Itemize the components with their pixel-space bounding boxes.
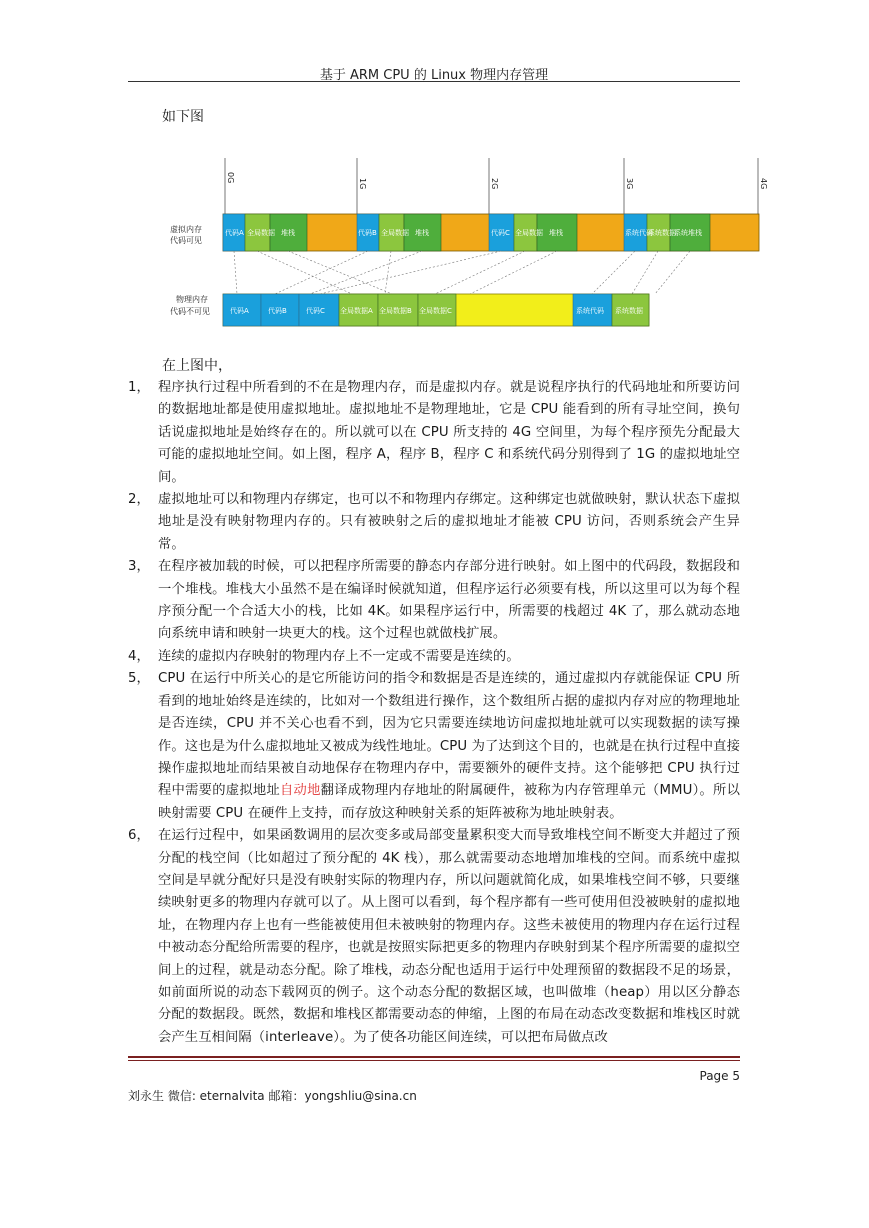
- list-item: [128, 377, 740, 489]
- list-item-text: CPU 在运行中所关心的是它所能访问的指令和数据是否是连续的，通过虚拟内存就能保证 CPU 所看到的地址始终是连续的，比如对一个数组进行操作，这个数组所占据的虚拟内存对应的物理地址是否连续，CPU 并不关心也看不到，因为它只需要连续地访问虚拟地址就可以实现数据的读写操作。这也是为什么虚拟地址又被成为线性地址。CPU 为了达到这个目的，也就是在执行过程中直接操作虚拟地址而结果被自动地保存在物理内存中，需要额外的硬件支持。这个能够把 CPU 执行过程中需要的虚拟地址: [158, 671, 740, 799]
- plabel-1: 代码B: [268, 307, 287, 315]
- page-header-title: 基于 ARM CPU 的 Linux 物理内存管理: [319, 68, 549, 83]
- vlabel-9: 系统代码: [625, 229, 653, 237]
- list-item: [128, 668, 740, 825]
- list-item-number: 1，: [128, 380, 150, 395]
- intro-text: 如下图: [162, 109, 204, 125]
- plabel-7: 系统数据: [615, 307, 643, 315]
- virtual-memory-sublabel: 代码可见: [170, 236, 202, 245]
- list-item-text: 程序执行过程中所看到的不在是物理内存，而是虚拟内存。就是说程序执行的代码地址和所要访问的数据地址都是使用虚拟地址。虚拟地址不是物理地址，它是 CPU 能看到的所有寻址空间，换句话说虚拟地址是始终存在的。所以就可以在 CPU 所支持的 4G 空间里，为每个程序预先分配最大可能的虚拟地址空间。如上图，程序 A，程序 B，程序 C 和系统代码分别得到了 1G 的虚拟地址空间。: [158, 380, 740, 485]
- plabel-0: 代码A: [230, 307, 249, 315]
- memory-mapping-diagram: [160, 152, 770, 332]
- list-item: [128, 556, 740, 646]
- vlabel-3: 代码B: [358, 229, 377, 237]
- plabel-2: 代码C: [306, 307, 325, 315]
- tick-label-4: 4G: [759, 178, 768, 190]
- vlabel-8: 堆栈: [549, 229, 563, 237]
- vlabel-2: 堆栈: [281, 229, 295, 237]
- mapping-lines: [234, 251, 690, 294]
- header-divider: [128, 81, 740, 82]
- plabel-3: 全局数据A: [340, 307, 373, 315]
- tick-label-1: 1G: [358, 178, 367, 190]
- tick-label-3: 3G: [625, 178, 634, 190]
- list-item-number: 3，: [128, 559, 150, 575]
- page-number: Page 5: [699, 1069, 740, 1083]
- list-item: [128, 646, 740, 668]
- vlabel-10: 系统数据: [648, 229, 676, 237]
- plabel-6: 系统代码: [576, 307, 604, 315]
- list-item: [128, 825, 740, 1049]
- lead-text: 在上图中，: [162, 358, 232, 374]
- tick-label-0: 0G: [226, 172, 235, 184]
- list-item-number: 2，: [128, 492, 150, 508]
- plabel-4: 全局数据B: [379, 307, 412, 315]
- list-item-number: 6，: [128, 828, 150, 844]
- footer-divider-thin: [128, 1060, 740, 1061]
- vlabel-1: 全局数据: [247, 229, 275, 237]
- vlabel-0: 代码A: [225, 229, 244, 237]
- list-item-number: 4，: [128, 648, 150, 664]
- explanation-list: [128, 377, 740, 1049]
- list-item-text: 在运行过程中，如果函数调用的层次变多或局部变量累积变大而导致堆栈空间不断变大并超过了预分配的栈空间（比如超过了预分配的 4K 栈），那么就需要动态地增加堆栈的空间。而系统中虚拟空间是早就分配好只是没有映射实际的物理内存，所以问题就简化成，如果堆栈空间不够，只要继续映射更多的物理内存就可以了。从上图可以看到，每个程序都有一些可使用但没被映射的虚拟地址，在物理内存上也有一些能被使用但未被映射的物理内存。这些未被使用的物理内存在运行过程中被动态分配给所需要的程序，也就是按照实际把更多的物理内存映射到某个程序所需要的虚拟空间上的过程，就是动态分配。除了堆栈，动态分配也适用于运行中处理预留的数据段不足的场景，如前面所说的动态下载网页的例子。这个动态分配的数据区域，也叫做堆（heap）用以区分静态分配的数据段。既然，数据和堆栈区都需要动态的伸缩，上图的布局在动态改变数据和堆栈区时就会产生互相间隔（interleave）。为了使各功能区间连续，可以把布局做点改: [158, 828, 740, 1045]
- list-item-text: 连续的虚拟内存映射的物理内存上不一定或不需要是连续的。: [158, 648, 520, 664]
- virtual-memory-label: 虚拟内存: [170, 225, 202, 234]
- list-item-number: 5，: [128, 671, 150, 687]
- tick-label-2: 2G: [490, 178, 499, 190]
- vlabel-5: 堆栈: [415, 229, 429, 237]
- highlight-text: 自动地: [279, 783, 321, 799]
- vlabel-7: 全局数据: [515, 229, 543, 237]
- vlabel-4: 全局数据: [381, 229, 409, 237]
- plabel-5: 全局数据C: [419, 307, 452, 315]
- physical-memory-sublabel: 代码不可见: [170, 307, 210, 316]
- list-item: [128, 489, 740, 556]
- list-item-text: 虚拟地址可以和物理内存绑定，也可以不和物理内存绑定。这种绑定也就做映射，默认状态下虚拟地址是没有映射物理内存的。只有被映射之后的虚拟地址才能被 CPU 访问，否则系统会产生异常。: [158, 492, 740, 552]
- physical-memory-label: 物理内存: [176, 295, 208, 304]
- axis-ticks: [225, 158, 768, 214]
- vlabel-6: 代码C: [491, 229, 510, 237]
- footer-divider: [128, 1056, 740, 1058]
- vlabel-11: 系统堆栈: [674, 229, 702, 237]
- list-item-text: 在程序被加载的时候，可以把程序所需要的静态内存部分进行映射。如上图中的代码段，数据段和一个堆栈。堆栈大小虽然不是在编译时候就知道，但程序运行必须要有栈，所以这里可以为每个程序预分配一个合适大小的栈，比如 4K。如果程序运行中，所需要的栈超过 4K 了，那么就动态地向系统申请和映射一块更大的栈。这个过程也就做栈扩展。: [158, 559, 740, 642]
- list-item-text-cont: 翻译成物理内存地址的附属硬件，被称为内存管理单元（MMU）。所以映射需要 CPU 在硬件上支持，而存放这种映射关系的矩阵被称为地址映射表。: [158, 783, 741, 821]
- author-info: 刘永生 微信: eternalvita 邮箱：yongshliu@sina.cn: [128, 1089, 417, 1103]
